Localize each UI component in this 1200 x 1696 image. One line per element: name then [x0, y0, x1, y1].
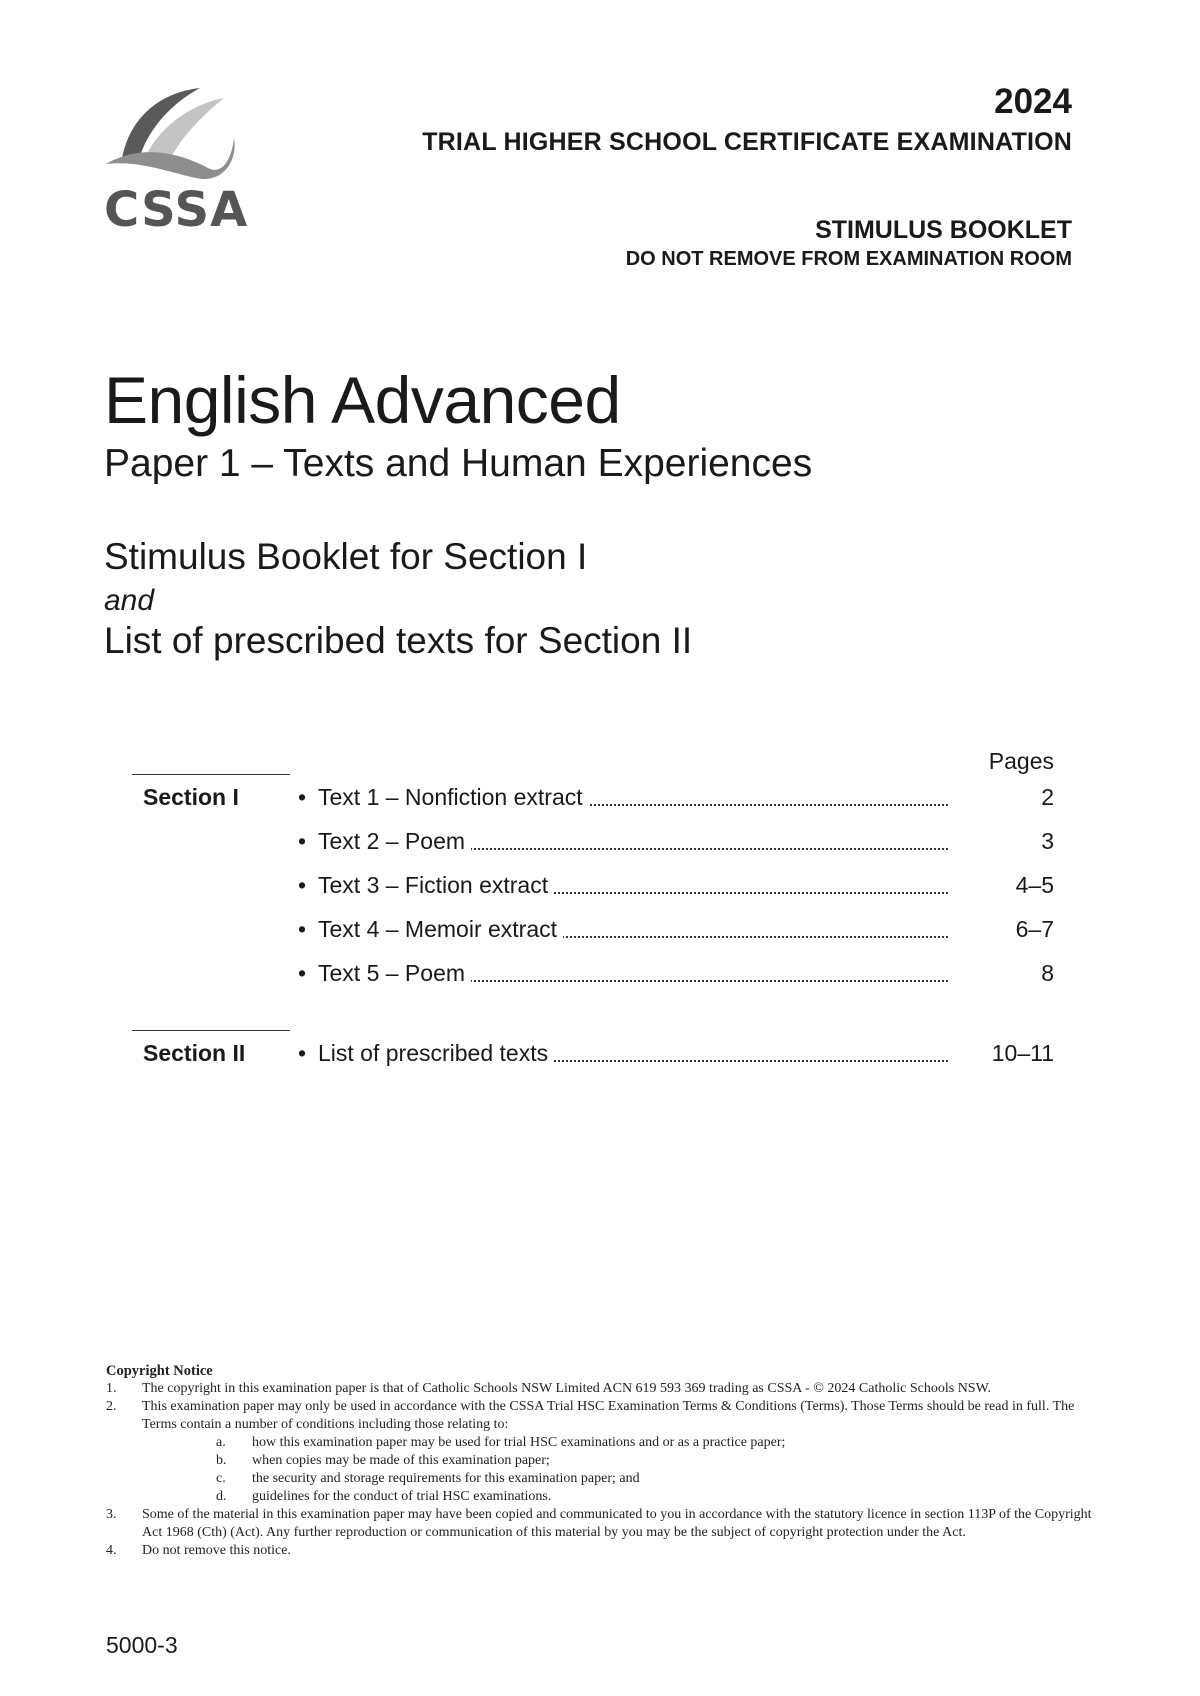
bullet: • [298, 872, 307, 898]
copyright-item-text: Some of the material in this examination paper may have been copied and communicated to you in accordance with the statutory licence in section 113P of the Copyright Act 1968 (Cth) (Act). Any further reproduction or communication of this material by you may be the subject of copyright protection under the Act. [142, 1507, 1092, 1540]
pages-header: Pages [988, 748, 1054, 774]
copyright-subitem [106, 1488, 1096, 1506]
toc-row [298, 872, 1054, 902]
copyright-item-text: Do not remove this notice. [142, 1543, 291, 1558]
toc-item-label: Text 1 – Nonfiction extract [318, 784, 589, 811]
bullet: • [298, 960, 307, 986]
copyright-subitem-text: the security and storage requirements for this examination paper; and [252, 1471, 640, 1486]
toc-item-pages: 2 [1041, 784, 1054, 810]
booklet-note: DO NOT REMOVE FROM EXAMINATION ROOM [625, 248, 1072, 270]
toc-item-pages: 8 [1041, 960, 1054, 986]
section-2-rule [132, 1030, 290, 1031]
toc-row [298, 784, 1054, 814]
copyright-subitem-letter: d. [216, 1489, 227, 1504]
copyright-title: Copyright Notice [106, 1363, 213, 1379]
copyright-subitem-letter: b. [216, 1453, 227, 1468]
bullet: • [298, 784, 307, 810]
copyright-item-text: This examination paper may only be used in accordance with the CSSA Trial HSC Examination Terms & Conditions (Terms). Those Terms should be read in full. The Terms contain a number of conditions including those relating to: [142, 1399, 1075, 1432]
copyright-item [106, 1542, 1096, 1560]
paper-title: Paper 1 – Texts and Human Experiences [104, 442, 813, 485]
toc-item-pages: 3 [1041, 828, 1054, 854]
copyright-subitem-letter: c. [216, 1471, 226, 1486]
toc-row [298, 916, 1054, 946]
exam-year: 2024 [994, 82, 1072, 121]
copyright-item [106, 1380, 1096, 1398]
exam-title: TRIAL HIGHER SCHOOL CERTIFICATE EXAMINATION [422, 128, 1072, 156]
copyright-subitem-text: how this examination paper may be used for trial HSC examinations and or as a practice paper; [252, 1435, 786, 1450]
toc-item-label: Text 5 – Poem [318, 960, 471, 987]
toc-row [298, 1040, 1054, 1070]
toc-item-pages: 10–11 [991, 1040, 1054, 1066]
toc-item-label: List of prescribed texts [318, 1040, 554, 1067]
logo-text: CSSA [104, 182, 249, 238]
bullet: • [298, 828, 307, 854]
toc-item-pages: 6–7 [1015, 916, 1054, 942]
copyright-subitem-text: guidelines for the conduct of trial HSC examinations. [252, 1489, 552, 1504]
copyright-subitem [106, 1452, 1096, 1470]
copyright-item-number: 4. [106, 1543, 117, 1558]
copyright-subitem [106, 1470, 1096, 1488]
and-word: and [104, 584, 155, 617]
subject-title: English Advanced [104, 363, 621, 437]
cssa-logo [104, 86, 249, 238]
copyright-subitem [106, 1434, 1096, 1452]
copyright-subitem-text: when copies may be made of this examination paper; [252, 1453, 550, 1468]
prescribed-list-line: List of prescribed texts for Section II [104, 620, 693, 661]
toc-row [298, 828, 1054, 858]
toc-row [298, 960, 1054, 990]
copyright-item [106, 1398, 1096, 1434]
copyright-item-number: 2. [106, 1399, 117, 1414]
copyright-item [106, 1506, 1096, 1542]
copyright-item-number: 3. [106, 1507, 117, 1522]
toc-item-pages: 4–5 [1015, 872, 1054, 898]
bullet: • [298, 916, 307, 942]
copyright-notice [106, 1362, 1096, 1560]
copyright-item-number: 1. [106, 1381, 117, 1396]
copyright-item-text: The copyright in this examination paper is that of Catholic Schools NSW Limited ACN 619 593 369 trading as CSSA - © 2024 Catholic Schools NSW. [142, 1381, 992, 1396]
section-1-rule [132, 774, 290, 775]
page-code: 5000-3 [106, 1632, 178, 1658]
cssa-swoosh-logo-icon [104, 86, 244, 182]
toc-item-label: Text 2 – Poem [318, 828, 471, 855]
booklet-title: STIMULUS BOOKLET [815, 216, 1072, 244]
toc-item-label: Text 4 – Memoir extract [318, 916, 563, 943]
stimulus-line: Stimulus Booklet for Section I [104, 536, 588, 577]
bullet: • [298, 1040, 307, 1066]
section-1-label: Section I [143, 784, 239, 810]
copyright-subitem-letter: a. [216, 1435, 226, 1450]
toc-item-label: Text 3 – Fiction extract [318, 872, 554, 899]
section-2-label: Section II [143, 1040, 246, 1066]
